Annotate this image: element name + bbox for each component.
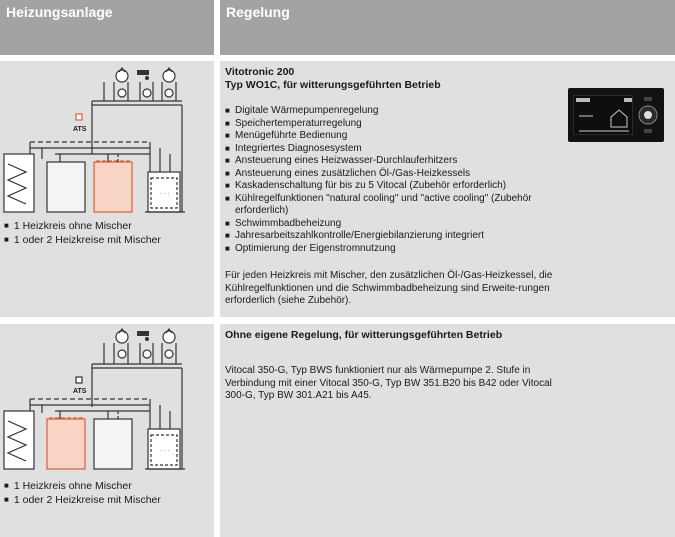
feature-item: ■ Ansteuerung eines Heizwasser-Durchlauferhitzers [225, 155, 565, 168]
feature-item: ■ Optimierung der Eigenstromnutzung [225, 243, 565, 256]
heating-circuit-list-2 [4, 480, 161, 507]
control-type: Typ WO1C, für witterungsgeführten Betrieb [225, 78, 441, 91]
feature-item: ■ Kühlregelfunktionen "natural cooling" und "active cooling" (Zubehör erforderlich) [225, 193, 565, 218]
header-heizungsanlage: Heizungsanlage [0, 0, 214, 55]
row1-control-cell [220, 61, 675, 317]
ats-label: ATS [73, 388, 87, 395]
navigation-wheel-icon [638, 96, 658, 134]
feature-item: ■ Schwimmbadbeheizung [225, 218, 565, 231]
hydraulic-schematic-1 [0, 64, 214, 224]
hydraulic-schematic-2 [0, 327, 214, 487]
feature-item: ■ Integriertes Diagnosesystem [225, 143, 565, 156]
accessory-note: Für jeden Heizkreis mit Mischer, den zusätzlichen Öl-/Gas-Heizkessel, die Kühlregelfunktionen und die Schwimmbadbeheizung sind Erweite-rungen erforderlich (siehe Zubehör). [225, 270, 553, 307]
stage-note: Vitocal 350-G, Typ BWS funktioniert nur als Wärmepumpe 2. Stufe in Verbindung mit einer Vitocal 350-G, Typ BW 351.B20 bis B42 oder Vitocal 300-G, Typ BW 301.A21 bis A45. [225, 365, 552, 402]
control-title-1 [225, 66, 441, 91]
feature-item: ■ Jahresarbeitszahlkontrolle/Energiebilanzierung integriert [225, 230, 565, 243]
list-item: ■ 1 oder 2 Heizkreise mit Mischer [4, 234, 161, 248]
control-panel-device [568, 88, 664, 142]
feature-item: ■ Menügeführte Bedienung [225, 130, 565, 143]
heating-circuit-list-1 [4, 220, 161, 247]
svg-text:· · ·: · · · [160, 191, 170, 197]
svg-text:· · ·: · · · [160, 448, 170, 454]
control-title-2: Ohne eigene Regelung, für witterungsgeführten Betrieb [225, 329, 503, 341]
list-item: ■ 1 oder 2 Heizkreise mit Mischer [4, 494, 161, 508]
ats-label: ATS [73, 126, 87, 133]
device-display [573, 95, 633, 135]
feature-item: ■ Speichertemperaturregelung [225, 118, 565, 131]
display-graphic [575, 103, 633, 135]
row2-control-cell [220, 324, 675, 537]
header-regelung: Regelung [220, 0, 675, 55]
row2-system-cell [0, 324, 214, 537]
feature-list [225, 105, 565, 255]
control-model: Vitotronic 200 [225, 66, 295, 78]
list-item: ■ 1 Heizkreis ohne Mischer [4, 480, 161, 494]
feature-item: ■ Digitale Wärmepumpenregelung [225, 105, 565, 118]
row1-system-cell [0, 61, 214, 317]
feature-item: ■ Ansteuerung eines zusätzlichen Öl-/Gas-Heizkessels [225, 168, 565, 181]
list-item: ■ 1 Heizkreis ohne Mischer [4, 220, 161, 234]
feature-item: ■ Kaskadenschaltung für bis zu 5 Vitocal (Zubehör erforderlich) [225, 180, 565, 193]
